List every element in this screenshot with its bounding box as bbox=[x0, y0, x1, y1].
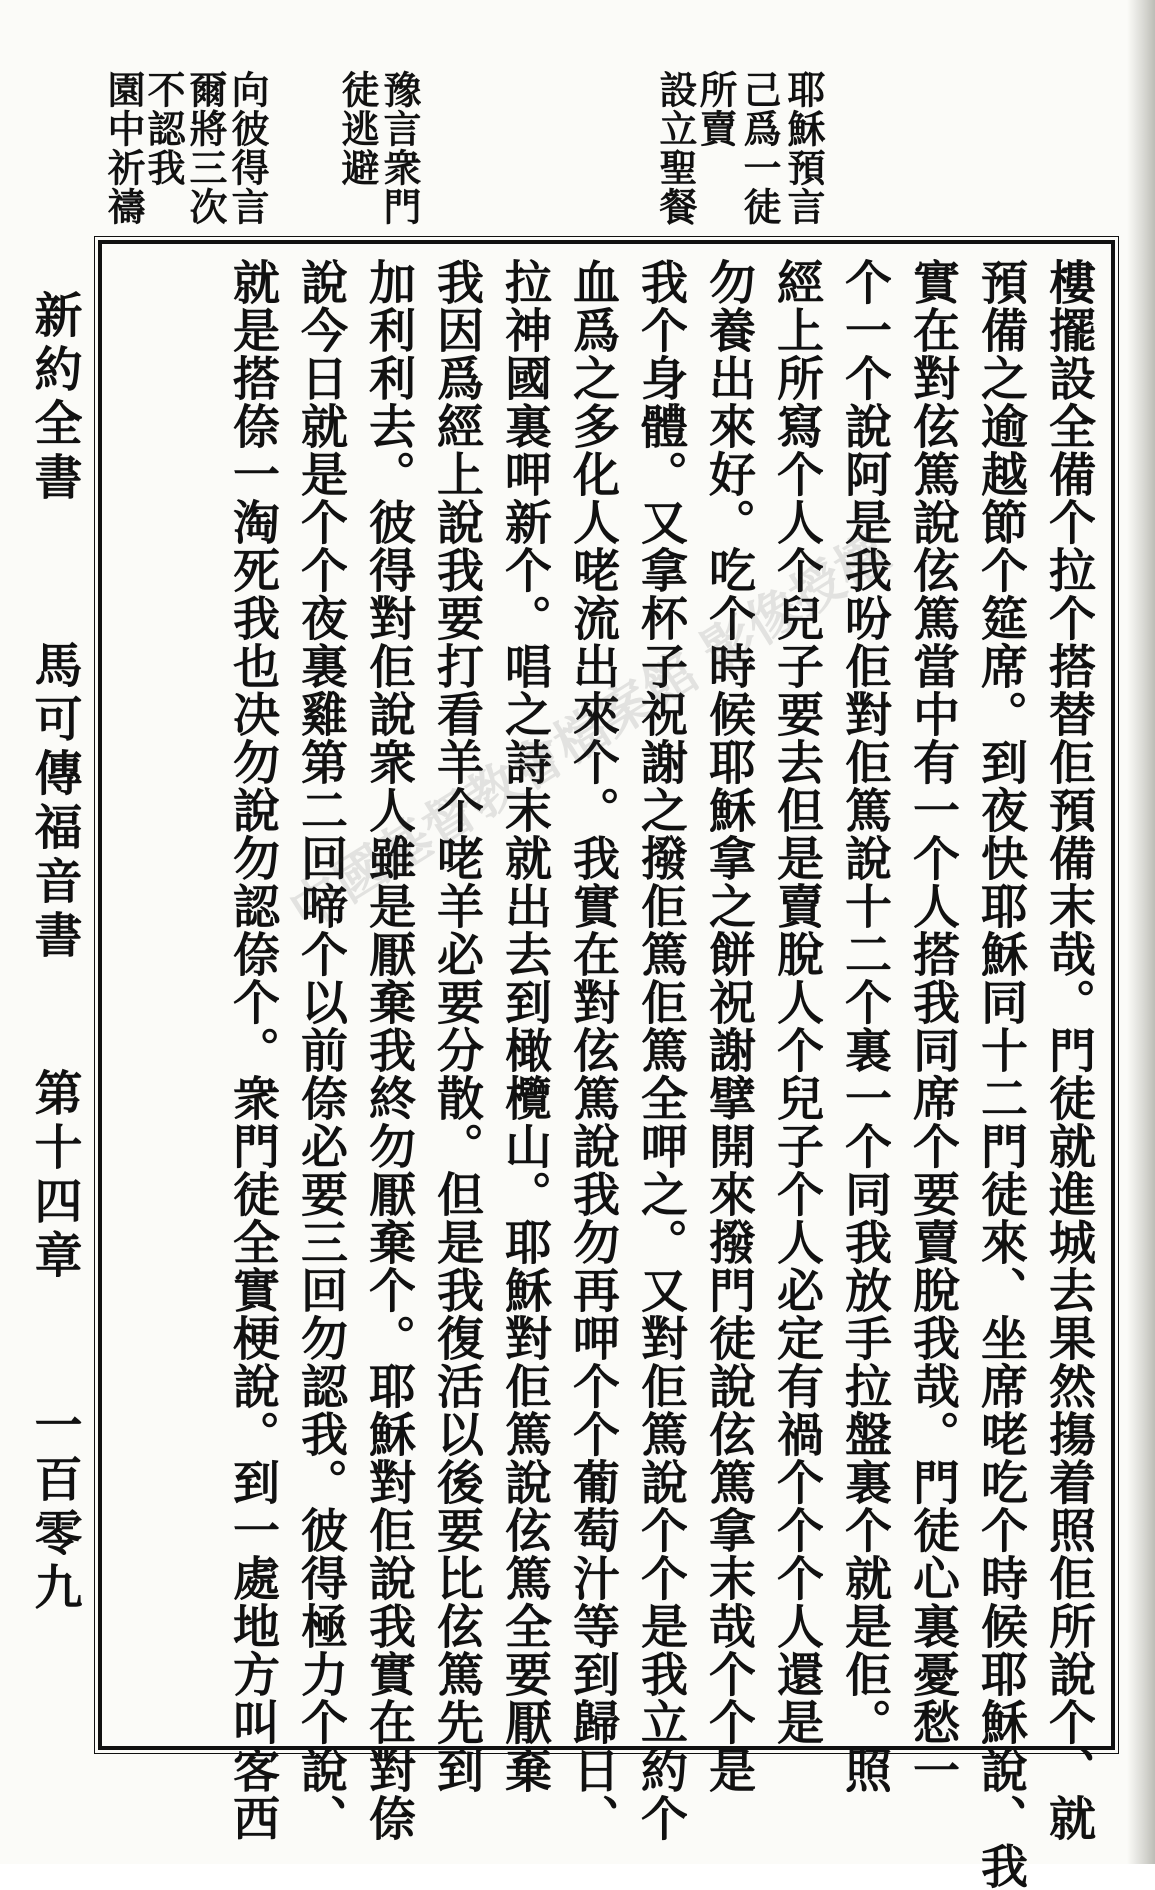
body-column: 說今日就是个个夜裏雞第二回啼个以前倷必要三回勿認我。彼得極力个說、 bbox=[293, 258, 348, 1842]
headnote-line: 爾將三次 bbox=[183, 70, 228, 226]
headnote-line: 園中祈禱 bbox=[101, 70, 146, 226]
running-title-book: 新約全書 bbox=[26, 290, 82, 506]
running-title-section: 馬可傳福音書 bbox=[26, 640, 82, 964]
running-title-chapter: 第十四章 bbox=[26, 1068, 82, 1284]
body-column: 我因爲經上說我要打看羊个咾羊必要分散。但是我復活以後要比伭篤先到 bbox=[429, 258, 484, 1794]
headnote-line: 豫言衆門 bbox=[377, 70, 422, 226]
body-column: 个一个說阿是我吩佢對佢篤說十二个裏一个同我放手拉盤裏个就是佢。照 bbox=[837, 258, 892, 1794]
headnote-line: 耶穌預言 bbox=[781, 70, 826, 226]
headnote-line: 所賣 bbox=[693, 70, 738, 148]
body-column: 樓擺設全備个拉个搭替佢預備末哉。門徒就進城去果然摥着照佢所說个、就 bbox=[1041, 258, 1096, 1842]
headnote-line: 不認我 bbox=[141, 70, 186, 187]
body-column: 就是搭倷一淘死我也决勿說勿認倷个。衆門徒全實梗說。到一處地方叫客西 bbox=[225, 258, 280, 1842]
body-column: 拉神國裏呷新个。唱之詩末就出去到橄欖山。耶穌對佢篤說伭篤全要厭棄 bbox=[497, 258, 552, 1794]
body-column: 血爲之多化人咾流出來个。我實在對伭篤說我勿再呷个个葡萄汁等到歸日、 bbox=[565, 258, 620, 1842]
body-column: 經上所寫个人个兒子要去但是賣脫人个兒子个人必定有禍个个个人還是 bbox=[769, 258, 824, 1746]
headnote-line: 設立聖餐 bbox=[653, 70, 698, 226]
body-column: 實在對伭篤說伭篤當中有一个人搭我同席个要賣脫我哉。門徒心裏憂愁一 bbox=[905, 258, 960, 1794]
headnote-line: 己爲一徒 bbox=[737, 70, 782, 226]
headnote-line: 徒逃避 bbox=[335, 70, 380, 187]
body-column: 我个身體。又拿杯子祝謝之撥佢篤佢篤全呷之。又對佢篤說个个是我立約个 bbox=[633, 258, 688, 1842]
watermark: 中國基督教會檔案館 影像授權 bbox=[279, 522, 900, 942]
page-edge-shadow bbox=[1127, 0, 1155, 1864]
body-column: 預備之逾越節个筵席。到夜快耶穌同十二門徒來、坐席咾吃个時候耶穌說、我 bbox=[973, 258, 1028, 1890]
running-title-page-number: 一百零九 bbox=[26, 1400, 82, 1616]
headnote-line: 向彼得言 bbox=[225, 70, 270, 226]
body-column: 加利利去。彼得對佢說衆人雖是厭棄我終勿厭棄个。耶穌對佢說我實在對倷 bbox=[361, 258, 416, 1842]
body-column: 勿養出來好。吃个時候耶穌拿之餅祝謝擘開來撥門徒說伭篤拿末哉个个是 bbox=[701, 258, 756, 1794]
